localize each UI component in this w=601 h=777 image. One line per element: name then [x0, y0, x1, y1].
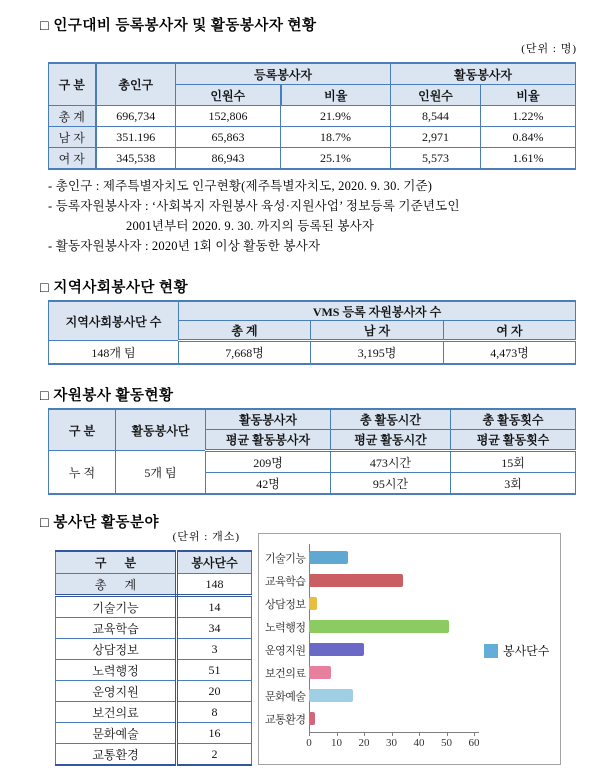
- x-tick-mark: [309, 732, 310, 736]
- row-header: 남 자: [49, 127, 96, 148]
- x-tick-label: 10: [331, 737, 342, 749]
- row-header: 문화예술: [56, 723, 177, 744]
- table-header-row: [49, 63, 576, 85]
- chart-plot-area: [265, 546, 449, 730]
- column-header: VMS 등록 자원봉사자 수: [179, 301, 576, 321]
- row-header: 노력행정: [56, 660, 177, 681]
- table-row: [49, 106, 576, 127]
- x-tick-mark: [474, 732, 475, 736]
- table-cell: 4,473명: [444, 341, 576, 365]
- table-cell: 209명: [206, 451, 331, 473]
- chart-x-axis: [306, 737, 489, 751]
- table-cell: 696,734: [96, 106, 176, 127]
- table-row: [56, 618, 252, 639]
- community-team-table: [48, 300, 576, 365]
- column-header: 비율: [481, 85, 576, 106]
- footnote-line: - 총인구 : 제주특별자치도 인구현황(제주특별자치도, 2020. 9. 30. 기준): [48, 179, 433, 193]
- table-cell: 21.9%: [281, 106, 391, 127]
- table-cell: 42명: [206, 473, 331, 495]
- x-tick-mark: [392, 732, 393, 736]
- column-header: 평균 활동시간: [331, 430, 451, 451]
- table-row: [56, 660, 252, 681]
- section1-title: □ 인구대비 등록봉사자 및 활동봉사자 현황: [40, 18, 317, 34]
- chart-bar: [309, 643, 364, 656]
- column-header: 비율: [281, 85, 391, 106]
- chart-bar: [309, 666, 331, 679]
- table-cell: 86,943: [176, 148, 281, 170]
- legend-label: 봉사단수: [503, 644, 550, 658]
- x-tick-mark: [419, 732, 420, 736]
- chart-bar: [309, 712, 315, 725]
- row-header: 교육학습: [56, 618, 177, 639]
- column-header: 활동봉사자: [391, 63, 576, 85]
- table-cell: 345,538: [96, 148, 176, 170]
- column-header: 등록봉사자: [176, 63, 391, 85]
- row-header: 기술기능: [56, 596, 177, 618]
- table-row: [49, 451, 576, 473]
- table-row: [56, 702, 252, 723]
- table-header-row: [56, 551, 252, 574]
- column-header: 인원수: [176, 85, 281, 106]
- table-row: [49, 341, 576, 365]
- table-cell: 3: [177, 639, 252, 660]
- table-cell: 148: [177, 574, 252, 596]
- chart-category-label: 운영지원: [265, 644, 306, 657]
- population-volunteer-table: [48, 62, 576, 170]
- chart-category-label: 문화예술: [265, 690, 306, 703]
- chart-category-label: 상담정보: [265, 598, 306, 611]
- table-cell: 152,806: [176, 106, 281, 127]
- row-header: 누 적: [49, 451, 116, 495]
- chart-bar-row: [265, 615, 449, 638]
- row-header: 총 계: [49, 106, 96, 127]
- table-cell: 1.61%: [481, 148, 576, 170]
- row-header: 교통환경: [56, 744, 177, 766]
- table-cell: 1.22%: [481, 106, 576, 127]
- table-cell: 8: [177, 702, 252, 723]
- volunteer-field-bar-chart: [258, 533, 561, 765]
- table-cell: 2,971: [391, 127, 481, 148]
- table-cell: 5,573: [391, 148, 481, 170]
- row-header: 보건의료: [56, 702, 177, 723]
- table-row: [49, 127, 576, 148]
- activity-field-table: [55, 550, 252, 766]
- chart-bar: [309, 597, 317, 610]
- table-cell: 2: [177, 744, 252, 766]
- table-cell: 25.1%: [281, 148, 391, 170]
- column-header: 평균 활동횟수: [451, 430, 576, 451]
- legend-swatch: [484, 644, 498, 658]
- table-cell: 14: [177, 596, 252, 618]
- row-header: 상담정보: [56, 639, 177, 660]
- table-cell: 18.7%: [281, 127, 391, 148]
- chart-bar-row: [265, 638, 449, 661]
- column-header: 구 분: [49, 409, 116, 451]
- table-cell: 5개 팀: [116, 451, 206, 495]
- footnote-line: 2001년부터 2020. 9. 30. 까지의 등록된 봉사자: [126, 219, 375, 233]
- x-tick-label: 0: [306, 737, 312, 749]
- section4-title: □ 봉사단 활동분야: [40, 515, 160, 531]
- table-cell: 7,668명: [179, 341, 311, 365]
- unit-label-people: (단위 : 명): [521, 43, 577, 55]
- section3-title: □ 자원봉사 활동현황: [40, 388, 174, 404]
- column-header: 여 자: [444, 321, 576, 341]
- column-header: 지역사회봉사단 수: [49, 301, 179, 341]
- chart-category-label: 교육학습: [265, 575, 306, 588]
- column-header: 남 자: [311, 321, 444, 341]
- chart-bar-row: [265, 569, 449, 592]
- chart-bar-row: [265, 661, 449, 684]
- column-header: 활동봉사자: [206, 409, 331, 430]
- x-tick-label: 50: [441, 737, 452, 749]
- table-row: [56, 596, 252, 618]
- table-cell: 65,863: [176, 127, 281, 148]
- chart-bar-row: [265, 592, 449, 615]
- table-cell: 0.84%: [481, 127, 576, 148]
- chart-category-label: 기술기능: [265, 552, 306, 565]
- chart-bar: [309, 574, 403, 587]
- x-tick-label: 20: [358, 737, 370, 749]
- table-cell: 8,544: [391, 106, 481, 127]
- chart-bar-row: [265, 707, 449, 730]
- row-header: 총 계: [56, 574, 177, 596]
- table-row: [56, 639, 252, 660]
- table-row: [56, 744, 252, 766]
- table-cell: 51: [177, 660, 252, 681]
- footnote-line: - 활동자원봉사자 : 2020년 1회 이상 활동한 봉사자: [48, 239, 321, 253]
- table-cell: 20: [177, 681, 252, 702]
- row-header: 여 자: [49, 148, 96, 170]
- section2-title: □ 지역사회봉사단 현황: [40, 280, 189, 296]
- chart-legend: [484, 642, 549, 659]
- x-tick-label: 60: [468, 737, 480, 749]
- column-header: 구 분: [49, 63, 96, 106]
- table-row: [49, 148, 576, 170]
- footnotes: [48, 176, 460, 256]
- x-tick-mark: [337, 732, 338, 736]
- chart-bar-row: [265, 684, 449, 707]
- chart-x-axis-line: [309, 732, 479, 733]
- column-header: 구 분: [56, 551, 177, 574]
- column-header: 총 활동시간: [331, 409, 451, 430]
- footnote-line: - 등록자원봉사자 : ‘사회복지 자원봉사 육성·지원사업’ 정보등록 기준년도인: [48, 199, 460, 213]
- column-header: 총 활동횟수: [451, 409, 576, 430]
- column-header: 활동봉사단: [116, 409, 206, 451]
- column-header: 평균 활동봉사자: [206, 430, 331, 451]
- x-tick-mark: [364, 732, 365, 736]
- x-tick-label: 40: [413, 737, 425, 749]
- chart-bar: [309, 620, 449, 633]
- table-cell: 148개 팀: [49, 341, 179, 365]
- chart-bar: [309, 689, 353, 702]
- table-row: [56, 723, 252, 744]
- column-header: 봉사단수: [177, 551, 252, 574]
- column-header: 총 계: [179, 321, 311, 341]
- table-cell: 3,195명: [311, 341, 444, 365]
- table-row: [56, 574, 252, 596]
- table-header-row: [49, 409, 576, 430]
- table-cell: 15회: [451, 451, 576, 473]
- chart-bar: [309, 551, 348, 564]
- table-cell: 34: [177, 618, 252, 639]
- row-header: 운영지원: [56, 681, 177, 702]
- x-tick-mark: [447, 732, 448, 736]
- table-cell: 351.196: [96, 127, 176, 148]
- x-tick-label: 30: [386, 737, 397, 749]
- chart-category-label: 교통환경: [265, 713, 306, 726]
- table-row: [56, 681, 252, 702]
- table-header-row: [49, 301, 576, 321]
- table-cell: 3회: [451, 473, 576, 495]
- table-cell: 473시간: [331, 451, 451, 473]
- chart-bar-row: [265, 546, 449, 569]
- table-cell: 95시간: [331, 473, 451, 495]
- column-header: 총인구: [96, 63, 176, 106]
- chart-category-label: 보건의료: [265, 667, 306, 680]
- column-header: 인원수: [391, 85, 481, 106]
- activity-status-table: [48, 408, 576, 495]
- unit-label-places: (단위 : 개소): [172, 531, 240, 543]
- chart-category-label: 노력행정: [265, 621, 306, 634]
- table-cell: 16: [177, 723, 252, 744]
